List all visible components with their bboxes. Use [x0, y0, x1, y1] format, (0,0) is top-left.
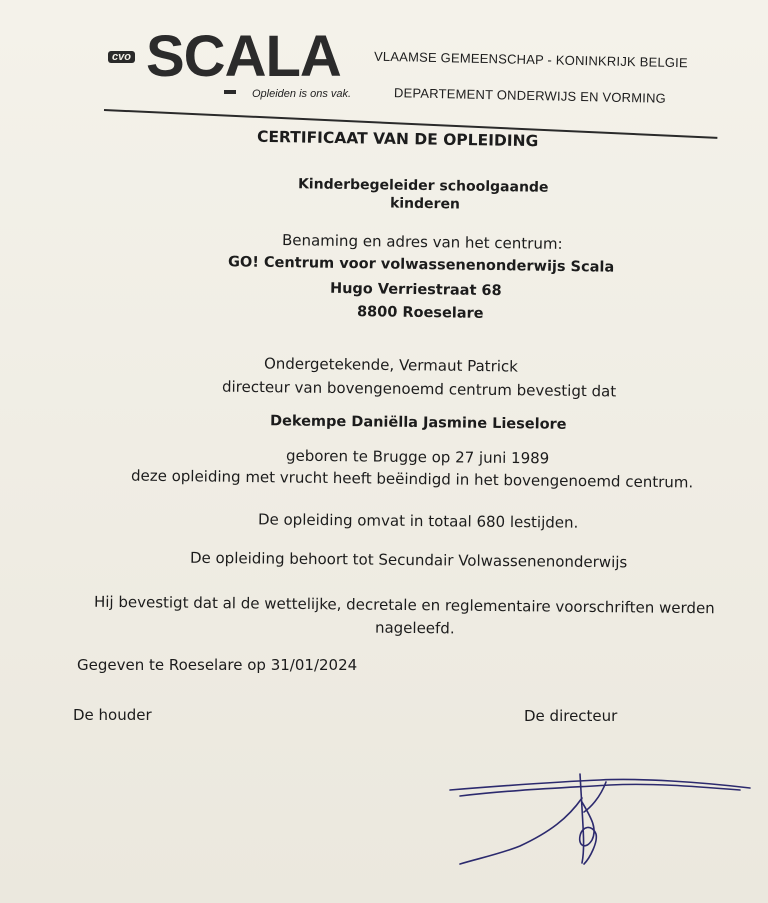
- course-name-line-1: Kinderbegeleider schoolgaande: [297, 176, 549, 196]
- given-line: Gegeven te Roeselare op 31/01/2024: [77, 656, 358, 674]
- hours-line: De opleiding omvat in totaal 680 lestijden.: [257, 510, 579, 532]
- logo-wordmark: SCALA: [146, 24, 341, 89]
- director-line: directeur van bovengenoemd centrum bevestigt dat: [221, 377, 617, 401]
- completion-line: deze opleiding met vrucht heeft beëindigd in het bovengenoemd centrum.: [130, 466, 694, 492]
- compliance-line-1: Hij bevestigt dat al de wettelijke, decretale en reglementaire voorschriften werden: [93, 592, 715, 618]
- center-city: 8800 Roeselare: [356, 304, 484, 322]
- level-line: De opleiding behoort tot Secundair Volwassenenonderwijs: [189, 548, 628, 572]
- cvo-badge: cvo: [108, 51, 135, 63]
- signatory-line: Ondergetekende, Vermaut Patrick: [263, 354, 519, 376]
- compliance-line-2: nageleefd.: [374, 618, 455, 638]
- header-line-1: VLAAMSE GEMEENSCHAP - KONINKRIJK BELGIE: [373, 48, 688, 71]
- logo-tagline: Opleiden is ons vak.: [252, 88, 352, 100]
- director-label: De directeur: [524, 707, 618, 725]
- course-name-line-2: kinderen: [389, 195, 461, 213]
- holder-label: De houder: [73, 706, 152, 724]
- holder-name: Dekempe Daniëlla Jasmine Lieselore: [269, 413, 567, 433]
- center-name: GO! Centrum voor volwassenenonderwijs Scala: [227, 254, 615, 276]
- birth-line: geboren te Brugge op 27 juni 1989: [285, 446, 550, 468]
- center-street: Hugo Verriestraat 68: [329, 280, 502, 300]
- tagline-mark: [224, 90, 236, 94]
- scala-logo: [108, 24, 368, 104]
- header-line-2: DEPARTEMENT ONDERWIJS EN VORMING: [393, 85, 667, 106]
- certificate-title: CERTIFICAAT VAN DE OPLEIDING: [256, 127, 539, 151]
- center-label: Benaming en adres van het centrum:: [281, 231, 563, 253]
- director-signature: [440, 768, 760, 878]
